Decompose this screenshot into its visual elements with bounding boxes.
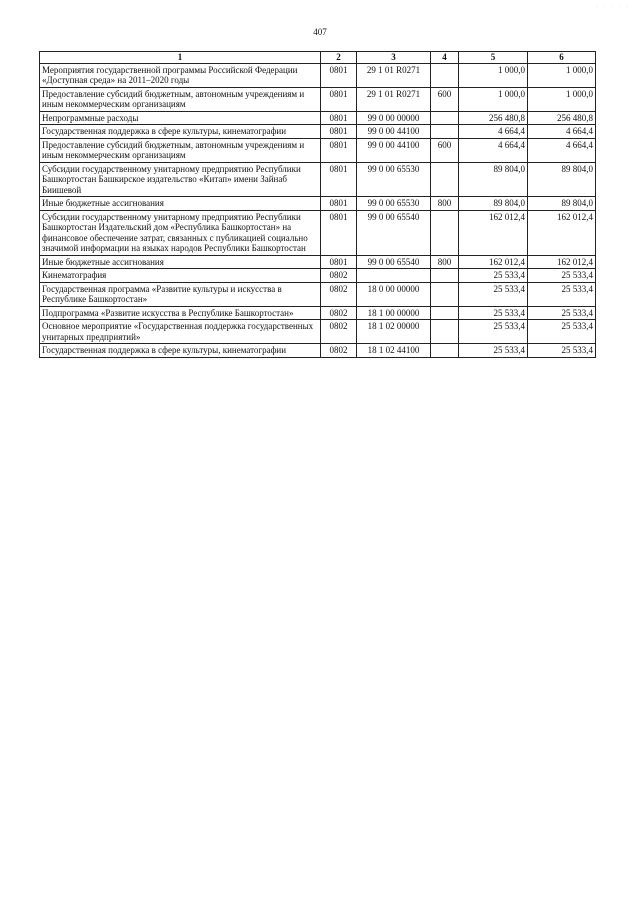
table-body: [40, 63, 596, 357]
row-target-cell: 99 0 00 00000: [357, 111, 431, 125]
table-row: [40, 255, 596, 269]
row-target-cell: 99 0 00 44100: [357, 138, 431, 162]
row-amount-6-cell: 25 533,4: [528, 269, 596, 283]
row-amount-5-cell: 162 012,4: [459, 255, 528, 269]
row-amount-5-cell: 25 533,4: [459, 306, 528, 320]
row-target-cell: 29 1 01 R0271: [357, 87, 431, 111]
row-section-cell: 0801: [321, 111, 357, 125]
row-name-cell: Кинематография: [40, 269, 321, 283]
table-row: [40, 197, 596, 211]
header-row: [40, 52, 596, 64]
row-amount-5-cell: 89 804,0: [459, 162, 528, 197]
row-target-cell: 18 1 02 00000: [357, 320, 431, 344]
row-target-cell: 18 0 00 00000: [357, 282, 431, 306]
row-name-cell: Государственная поддержка в сфере культуры, кинематографии: [40, 344, 321, 358]
row-type-cell: 600: [431, 138, 459, 162]
row-section-cell: 0801: [321, 87, 357, 111]
row-amount-6-cell: 25 533,4: [528, 320, 596, 344]
row-amount-5-cell: 4 664,4: [459, 138, 528, 162]
table-row: [40, 344, 596, 358]
corner-marks: · · · · ·: [596, 4, 630, 10]
row-type-cell: [431, 125, 459, 139]
row-amount-6-cell: 25 533,4: [528, 306, 596, 320]
row-type-cell: [431, 306, 459, 320]
row-type-cell: [431, 210, 459, 255]
table-row: [40, 111, 596, 125]
row-amount-5-cell: 25 533,4: [459, 344, 528, 358]
row-name-cell: Субсидии государственному унитарному предприятию Республики Башкортостан Башкирское издательство «Китап» имени Зайнаб Биишевой: [40, 162, 321, 197]
row-amount-5-cell: 4 664,4: [459, 125, 528, 139]
row-type-cell: [431, 320, 459, 344]
row-section-cell: 0801: [321, 162, 357, 197]
row-amount-6-cell: 89 804,0: [528, 197, 596, 211]
row-name-cell: Предоставление субсидий бюджетным, автономным учреждениям и иным некоммерческим организациям: [40, 138, 321, 162]
row-amount-5-cell: 89 804,0: [459, 197, 528, 211]
row-target-cell: 18 1 02 44100: [357, 344, 431, 358]
row-amount-5-cell: 162 012,4: [459, 210, 528, 255]
row-section-cell: 0801: [321, 210, 357, 255]
row-section-cell: 0801: [321, 197, 357, 211]
table-row: [40, 320, 596, 344]
table-row: [40, 306, 596, 320]
col-header-3: 3: [357, 52, 431, 64]
table-row: [40, 269, 596, 283]
row-amount-6-cell: 162 012,4: [528, 210, 596, 255]
row-target-cell: 29 1 01 R0271: [357, 63, 431, 87]
row-amount-6-cell: 4 664,4: [528, 125, 596, 139]
row-name-cell: Субсидии государственному унитарному предприятию Республики Башкортостан Издательский дом «Республика Башкортостан» на финансовое обеспечение затрат, связанных с публикацией социально значимой информации на языках народов Республики Башкортостан: [40, 210, 321, 255]
row-amount-5-cell: 25 533,4: [459, 282, 528, 306]
row-target-cell: 99 0 00 65540: [357, 210, 431, 255]
col-header-4: 4: [431, 52, 459, 64]
row-section-cell: 0802: [321, 282, 357, 306]
row-name-cell: Иные бюджетные ассигнования: [40, 197, 321, 211]
row-amount-5-cell: 25 533,4: [459, 269, 528, 283]
table-row: [40, 210, 596, 255]
row-amount-5-cell: 25 533,4: [459, 320, 528, 344]
row-amount-6-cell: 1 000,0: [528, 63, 596, 87]
row-section-cell: 0802: [321, 344, 357, 358]
col-header-2: 2: [321, 52, 357, 64]
row-section-cell: 0802: [321, 269, 357, 283]
row-amount-6-cell: 25 533,4: [528, 282, 596, 306]
row-name-cell: Подпрограмма «Развитие искусства в Республике Башкортостан»: [40, 306, 321, 320]
row-name-cell: Предоставление субсидий бюджетным, автономным учреждениям и иным некоммерческим организациям: [40, 87, 321, 111]
row-target-cell: 99 0 00 44100: [357, 125, 431, 139]
row-target-cell: 99 0 00 65530: [357, 197, 431, 211]
row-name-cell: Государственная поддержка в сфере культуры, кинематографии: [40, 125, 321, 139]
row-section-cell: 0801: [321, 63, 357, 87]
row-type-cell: [431, 162, 459, 197]
row-type-cell: [431, 282, 459, 306]
row-name-cell: Непрограммные расходы: [40, 111, 321, 125]
row-type-cell: [431, 63, 459, 87]
row-name-cell: Государственная программа «Развитие культуры и искусства в Республике Башкортостан»: [40, 282, 321, 306]
row-type-cell: [431, 344, 459, 358]
table-row: [40, 138, 596, 162]
row-section-cell: 0801: [321, 255, 357, 269]
row-type-cell: 600: [431, 87, 459, 111]
row-amount-6-cell: 1 000,0: [528, 87, 596, 111]
row-amount-6-cell: 25 533,4: [528, 344, 596, 358]
row-amount-5-cell: 1 000,0: [459, 87, 528, 111]
col-header-1: 1: [40, 52, 321, 64]
row-type-cell: 800: [431, 255, 459, 269]
row-target-cell: 18 1 00 00000: [357, 306, 431, 320]
col-header-5: 5: [459, 52, 528, 64]
row-name-cell: Мероприятия государственной программы Российской Федерации «Доступная среда» на 2011–2020 годы: [40, 63, 321, 87]
row-amount-6-cell: 89 804,0: [528, 162, 596, 197]
col-header-6: 6: [528, 52, 596, 64]
row-amount-6-cell: 4 664,4: [528, 138, 596, 162]
row-section-cell: 0802: [321, 320, 357, 344]
row-amount-5-cell: 1 000,0: [459, 63, 528, 87]
row-target-cell: 99 0 00 65540: [357, 255, 431, 269]
row-name-cell: Иные бюджетные ассигнования: [40, 255, 321, 269]
page-number: 407: [313, 27, 327, 37]
budget-table: [39, 51, 596, 358]
row-amount-6-cell: 256 480,8: [528, 111, 596, 125]
row-target-cell: 99 0 00 65530: [357, 162, 431, 197]
table-row: [40, 87, 596, 111]
row-section-cell: 0801: [321, 125, 357, 139]
row-name-cell: Основное мероприятие «Государственная поддержка государственных унитарных предприятий»: [40, 320, 321, 344]
table-row: [40, 63, 596, 87]
table-row: [40, 162, 596, 197]
row-type-cell: [431, 269, 459, 283]
row-amount-5-cell: 256 480,8: [459, 111, 528, 125]
row-section-cell: 0802: [321, 306, 357, 320]
table-row: [40, 282, 596, 306]
row-amount-6-cell: 162 012,4: [528, 255, 596, 269]
row-section-cell: 0801: [321, 138, 357, 162]
row-type-cell: 800: [431, 197, 459, 211]
table-row: [40, 125, 596, 139]
row-type-cell: [431, 111, 459, 125]
row-target-cell: [357, 269, 431, 283]
